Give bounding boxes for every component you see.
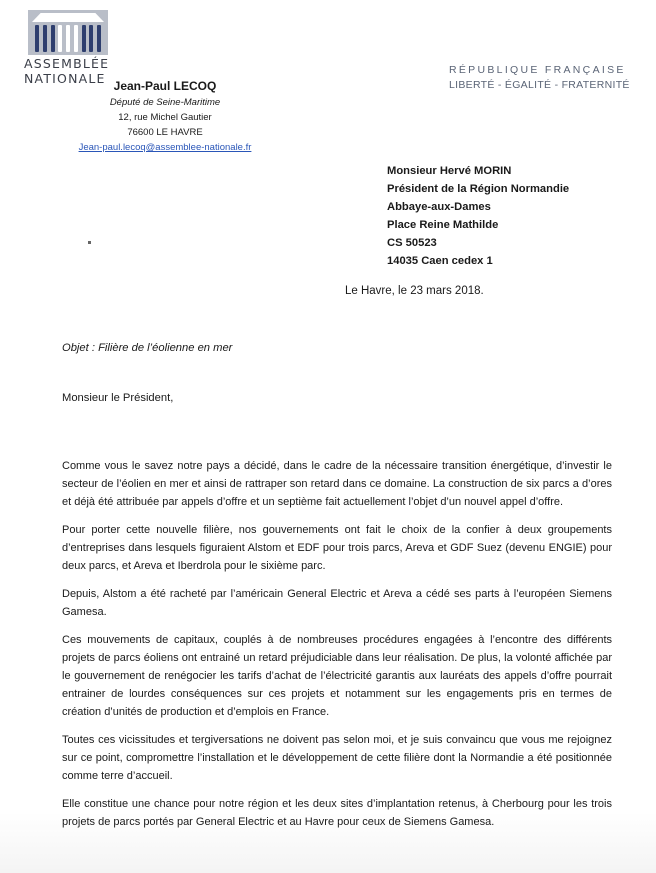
republic-title: RÉPUBLIQUE FRANÇAISE	[449, 64, 626, 76]
letter-body	[62, 457, 612, 841]
body-paragraph: Pour porter cette nouvelle filière, nos gouvernements ont fait le choix de la confier à deux groupements d’entreprises dans lesquels figuraient Alstom et EDF pour trois parcs, Areva et GDF Suez (devenu ENGIE) pour deux parcs, et Areva et Iberdrola pour le sixième parc.	[62, 524, 612, 572]
body-paragraph: Toutes ces vicissitudes et tergiversations ne doivent pas selon moi, et je suis convaincu que vous me rejoignez sur ce point, compromettre l’installation et le développement de cette filière dont la Normandie a été positionnée comme terre d’accueil.	[62, 734, 612, 782]
sender-role: Député de Seine-Maritime	[109, 97, 221, 108]
sender-street: 12, rue Michel Gautier	[118, 112, 212, 123]
recipient-line: Président de la Région Normandie	[387, 183, 570, 195]
recipient-line: Abbaye-aux-Dames	[387, 201, 491, 213]
body-paragraph: Ces mouvements de capitaux, couplés à de nombreuses procédures engagées à l’encontre des différents projets de parcs éoliens ont entrainé un retard préjudiciable dans leur réalisation. De plus, la volonté affichée par le gouvernement de renégocier les tarifs d’achat de l’électricité garantis aux lauréats des appels d’offre pourrait entrainer de lourdes conséquences sur ces projets et notamment sur les engagements pris en termes de création d’unités de production et d’emplois en France.	[62, 634, 612, 718]
recipient-line: Place Reine Mathilde	[387, 219, 499, 231]
letter-subject: Objet : Filière de l’éolienne en mer	[62, 342, 233, 354]
letter-date: Le Havre, le 23 mars 2018.	[345, 285, 484, 297]
salutation: Monsieur le Président,	[62, 392, 174, 404]
recipient-line: Monsieur Hervé MORIN	[387, 165, 512, 177]
logo-text-line2: NATIONALE	[24, 71, 106, 86]
body-paragraph: Comme vous le savez notre pays a décidé, dans le cadre de la nécessaire transition énergétique, d’investir le secteur de l’éolien en mer et ainsi de rattraper son retard dans ce domaine. La construction de six parcs a d’ores et déjà été attribuée par appels d’offre et un septième fait actuellement l’objet d’un nouvel appel d’offre.	[62, 460, 612, 508]
sender-city: 76600 LE HAVRE	[127, 127, 203, 138]
logo-text-line1: ASSEMBLÉE	[24, 56, 110, 71]
republic-motto-text: LIBERTÉ - ÉGALITÉ - FRATERNITÉ	[449, 79, 630, 91]
body-paragraph: Elle constitue une chance pour notre région et les deux sites d’implantation retenus, à Cherbourg pour les trois projets de parcs portés par General Electric et au Havre pour ceux de Siemens Gamesa.	[62, 798, 612, 828]
scan-speck	[88, 241, 91, 244]
sender-email-link[interactable]: Jean-paul.lecoq@assemblee-nationale.fr	[78, 142, 252, 153]
palais-bourbon-icon	[28, 10, 108, 55]
assemblee-nationale-logo	[24, 10, 116, 85]
recipient-line: 14035 Caen cedex 1	[387, 255, 493, 267]
republic-motto	[449, 63, 639, 93]
sender-name: Jean-Paul LECOQ	[113, 79, 217, 93]
recipient-line: CS 50523	[387, 237, 437, 249]
sender-block	[60, 78, 270, 155]
recipient-block	[387, 162, 569, 270]
body-paragraph: Depuis, Alstom a été racheté par l’américain General Electric et Areva a cédé ses parts à l’européen Siemens Gamesa.	[62, 588, 612, 618]
